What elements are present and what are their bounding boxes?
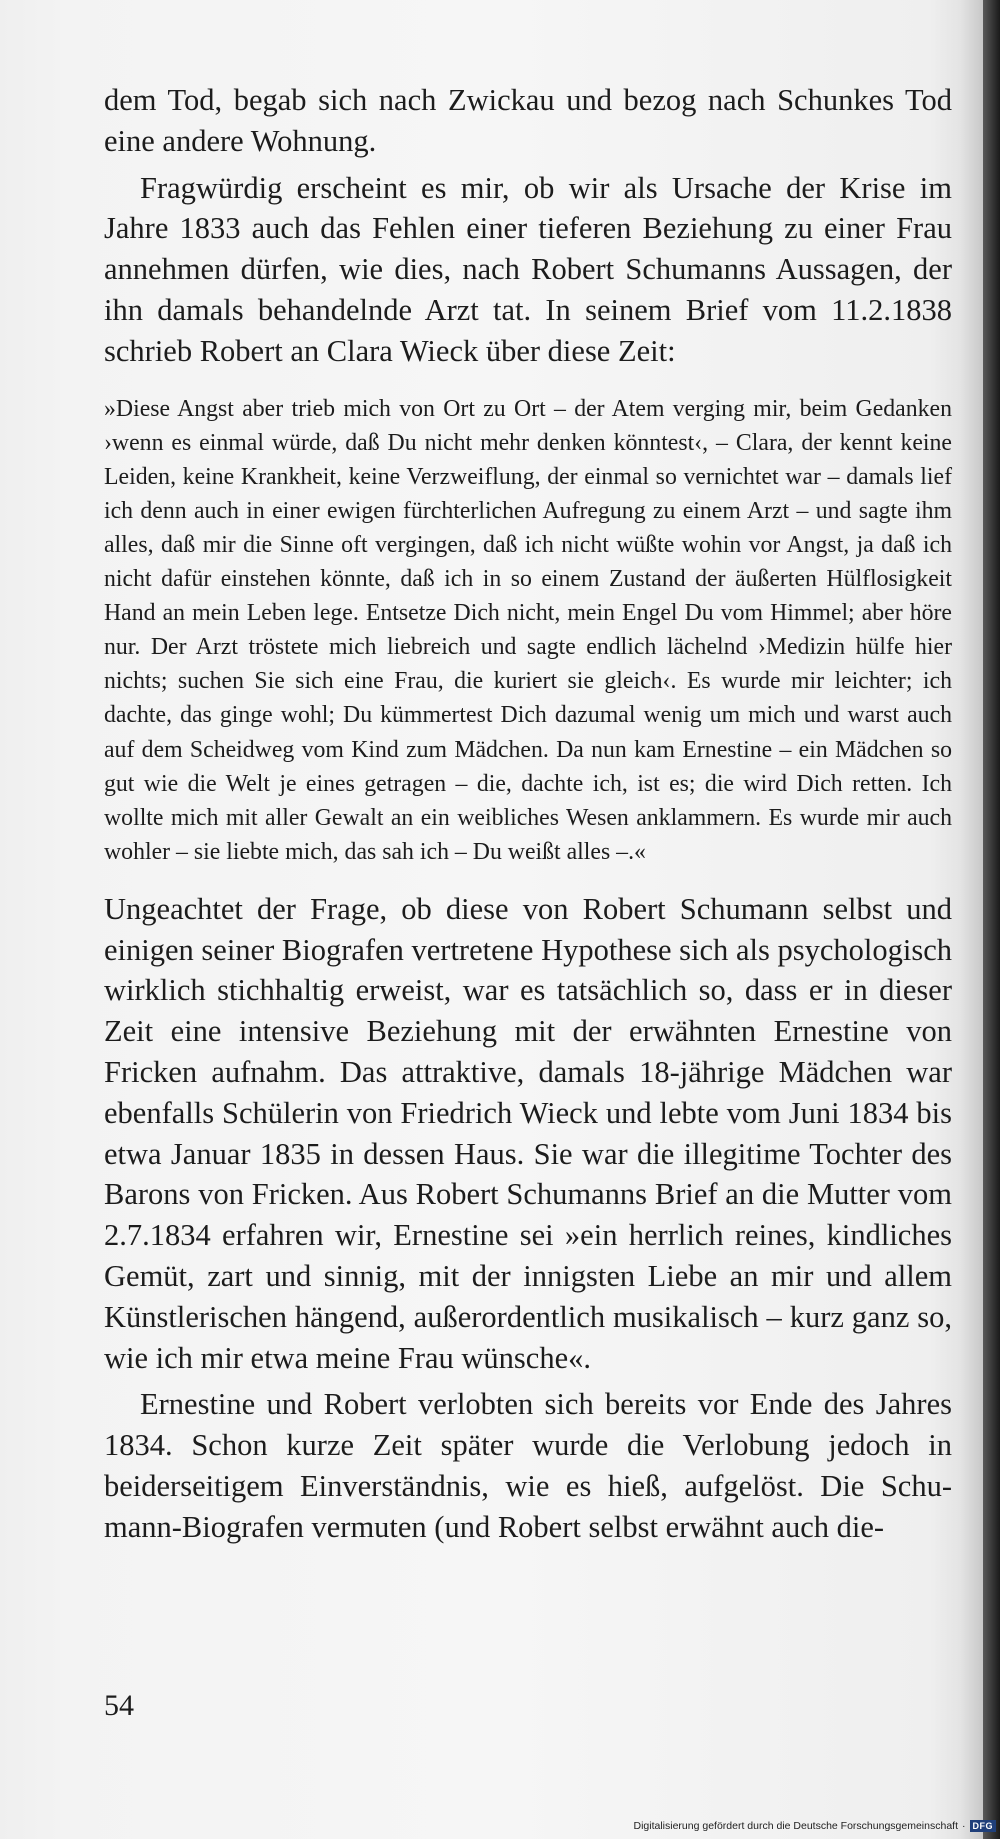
paragraph-verlobung: Ernestine und Robert verlobten sich bereits vor Ende des Jahres 1834. Schon kurze Zeit später wurde die Verlobung jedoch in beiderseitigem Einverständnis, wie es hieß, aufgelöst. Die Schumann-Biografen vermuten (und Robert selbst erwähnt auch die-	[104, 1387, 952, 1544]
page-edge-shadow	[983, 0, 1000, 1839]
block-quote-letter: »Diese Angst aber trieb mich von Ort zu Ort – der Atem verging mir, beim Gedanken ›wenn es einmal würde, daß Du nicht mehr denken könntest‹, – Clara, der kennt keine Leiden, keine Krankheit, keine Verzweiflung, der einmal so vernichtet war – damals lief ich denn auch in einer ewigen fürchterlichen Aufregung zu einem Arzt – und sagte ihm alles, daß mir die Sinne oft vergingen, daß ich nicht wüßte wohin vor Angst, ja daß ich nicht dafür einstehen könnte, daß ich in so einem Zustand der äußerten Hülflosigkeit Hand an mein Leben lege. Entsetze Dich nicht, mein Engel Du vom Himmel; aber höre nur. Der Arzt tröstete mich liebreich und sagte endlich lächelnd ›Medizin hülfe hier nichts; suchen Sie sich eine Frau, die kuriert sie gleich‹. Es wurde mir leichter; ich dachte, das ginge wohl; Du kümmertest Dich dazumal wenig um mich und warst auch auf dem Scheidweg vom Kind zum Mädchen. Da nun kam Ernestine – ein Mädchen so gut wie die Welt je eines getragen – die, dachte ich, ist es; die wird Dich retten. Ich wollte mich mit aller Gewalt an ein weibliches Wesen anklammern. Es wurde mir auch wohler – sie liebte mich, das sah ich – Du weißt alles –.«	[104, 395, 952, 865]
page-number: 54	[104, 1689, 134, 1722]
paragraph-ernestine: Ungeachtet der Frage, ob diese von Robert Schumann selbst und einigen seiner Biografen vertretene Hypothese sich als psychologisch wirklich stichhaltig erweist, war es tatsächlich so, dass er in dieser Zeit eine intensive Beziehung mit der erwähnten Ernestine von Fricken aufnahm. Das attraktive, damals 18-jährige Mädchen war ebenfalls Schülerin von Friedrich Wieck und lebte vom Juni 1834 bis etwa Januar 1835 in dessen Haus. Sie war die illegitime Tochter des Barons von Fricken. Aus Robert Schumanns Brief an die Mutter vom 2.7.1834 erfahren wir, Ernestine sei »ein herrlich reines, kindliches Gemüt, zart und sinnig, mit der innigsten Liebe an mir und allem Künstlerischen hängend, außerordentlich musikalisch – kurz ganz so, wie ich mir etwa meine Frau wünsche«.	[104, 891, 952, 1375]
footer-credit-text: Digitalisierung gefördert durch die Deutsche Forschungsgemeinschaft	[633, 1820, 958, 1832]
text-column	[104, 80, 952, 1548]
digitization-footer	[633, 1817, 996, 1835]
footer-separator: ·	[962, 1820, 966, 1832]
paragraph-continuation: dem Tod, begab sich nach Zwickau und bezog nach Schunkes Tod eine andere Wohnung.	[104, 83, 952, 158]
paragraph-krise: Fragwürdig erscheint es mir, ob wir als Ursache der Krise im Jahre 1833 auch das Fehlen einer tieferen Beziehung zu einer Frau annehmen dürfen, wie dies, nach Robert Schumanns Aussagen, der ihn damals behandelnde Arzt tat. In seinem Brief vom 11.2.1838 schrieb Robert an Clara Wieck über diese Zeit:	[104, 170, 952, 368]
dfg-logo-icon: DFG	[970, 1820, 997, 1832]
